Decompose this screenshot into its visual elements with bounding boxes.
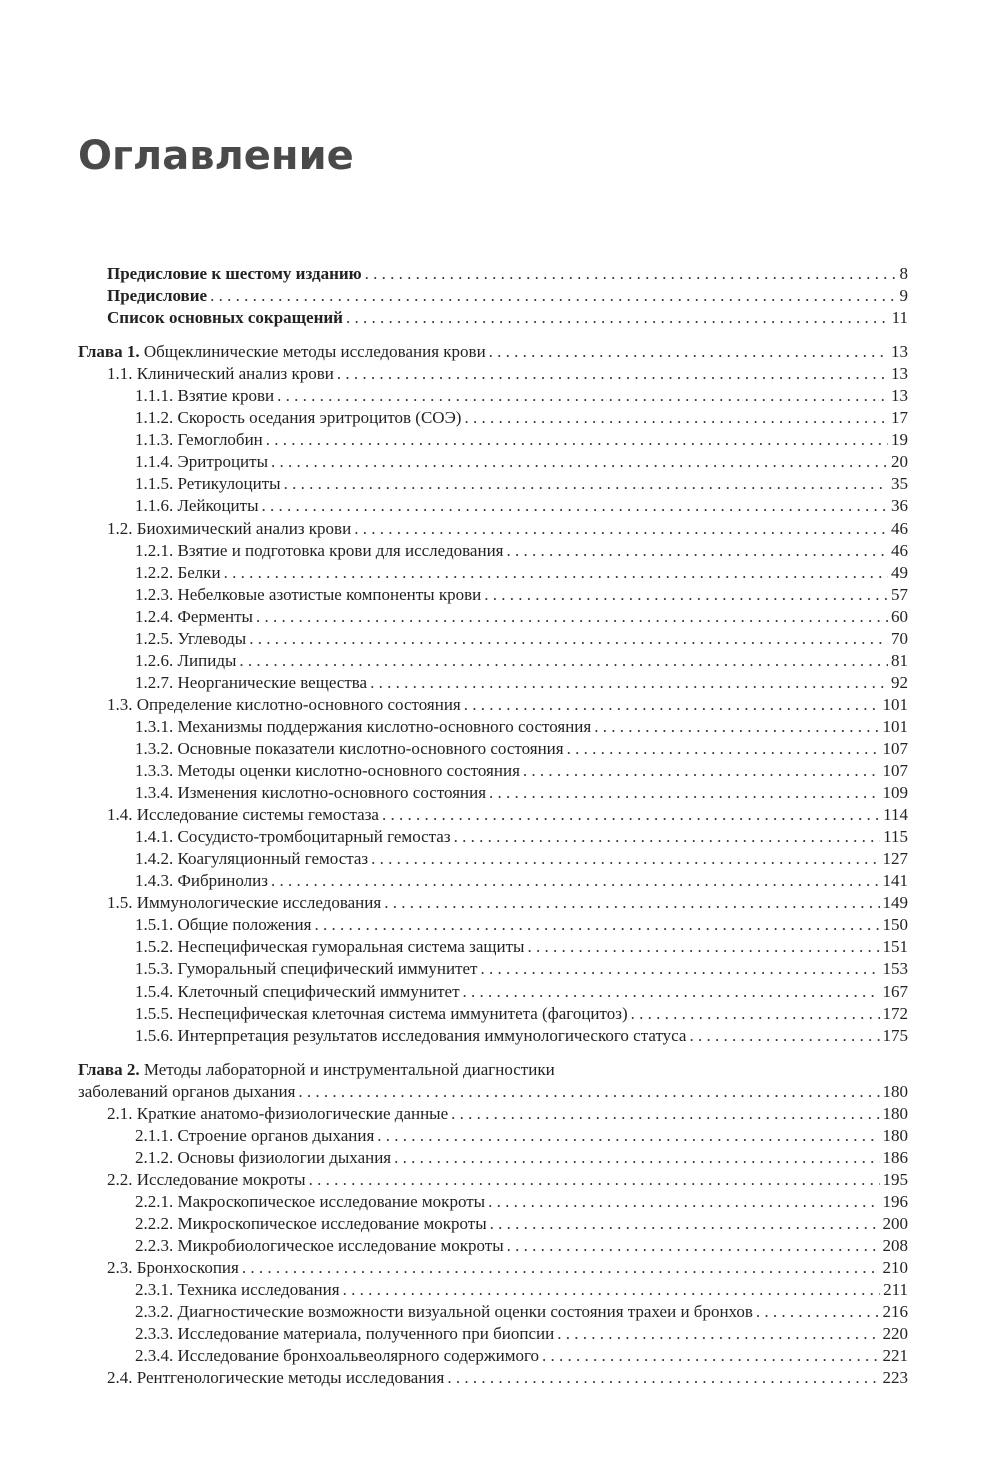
toc-page-number: 180 [882, 1125, 908, 1145]
toc-subsection-entry[interactable] [78, 650, 908, 672]
toc-entry-label: 1.5.5. Неспецифическая клеточная система иммунитета (фагоцитоз) [135, 1003, 628, 1023]
toc-entry-label: 1.2.1. Взятие и подготовка крови для исследования [135, 540, 504, 560]
toc-subsection-entry[interactable] [78, 584, 908, 606]
dot-leader [371, 848, 879, 870]
toc-entry-label: Список основных сокращений [107, 308, 343, 328]
toc-page-number: 109 [882, 783, 908, 803]
dot-leader [490, 1213, 880, 1235]
toc-page-number: 127 [882, 849, 908, 869]
toc-subsection-entry[interactable] [78, 407, 908, 429]
dot-leader [542, 1345, 879, 1367]
toc-entry-label: 1.3.1. Механизмы поддержания кислотно-основного состояния [135, 716, 592, 736]
dot-leader [354, 518, 888, 540]
dot-leader [224, 562, 888, 584]
toc-subsection-entry[interactable] [78, 981, 908, 1003]
toc-subsection-entry[interactable] [78, 1345, 908, 1367]
dot-leader [242, 1257, 880, 1279]
toc-page-number: 114 [883, 805, 908, 825]
toc-page-number: 200 [882, 1213, 908, 1233]
toc-entry-label: 1.5.3. Гуморальный специфический иммунитет [135, 959, 478, 979]
toc-page-number: 216 [882, 1302, 908, 1322]
page-title: Оглавление [78, 133, 354, 179]
toc-preface-entry[interactable] [78, 285, 908, 307]
toc-page-number: 17 [891, 408, 908, 428]
toc-entry-label: 2.1.1. Строение органов дыхания [135, 1125, 375, 1145]
toc-subsection-entry[interactable] [78, 628, 908, 650]
dot-leader [464, 407, 888, 429]
toc-subsection-entry[interactable] [78, 1147, 908, 1169]
toc-entry-label: 2.1. Краткие анатомо-физиологические данные [107, 1103, 449, 1123]
toc-page-number: 35 [891, 474, 908, 494]
toc-subsection-entry[interactable] [78, 848, 908, 870]
toc-entry-label: 1.1.4. Эритроциты [135, 452, 269, 472]
toc-entry-label: 1.2.7. Неорганические вещества [135, 672, 368, 692]
toc-entry-label: Предисловие к шестому изданию [107, 264, 362, 283]
toc-entry-label: 1.2.2. Белки [135, 562, 221, 582]
dot-leader [337, 363, 888, 385]
toc-page-number: 208 [882, 1236, 908, 1256]
dot-leader [451, 1103, 879, 1125]
dot-leader [346, 307, 889, 329]
dot-leader [464, 694, 880, 716]
toc-chapter-entry[interactable] [78, 1081, 908, 1103]
toc-page-number: 180 [882, 1103, 908, 1123]
toc-entry-label: 2.4. Рентгенологические методы исследования [107, 1368, 445, 1388]
toc-page-number: 196 [882, 1191, 908, 1211]
toc-page-number: 220 [882, 1324, 908, 1344]
toc-entry-label: 1.5.1. Общие положения [135, 915, 312, 935]
toc-section-entry[interactable] [78, 892, 908, 914]
toc-entry-label: 1.1.5. Ретикулоциты [135, 474, 281, 494]
toc-subsection-entry[interactable] [78, 716, 908, 738]
dot-leader [365, 263, 897, 285]
toc-entry-label: 1.5.6. Интерпретация результатов исследования иммунологического статуса [135, 1025, 687, 1045]
toc-page-number: 8 [899, 264, 908, 283]
dot-leader [689, 1025, 879, 1047]
dot-leader [377, 1125, 879, 1147]
toc-preface-entry[interactable] [78, 307, 908, 329]
toc-section-entry[interactable] [78, 1257, 908, 1279]
dot-leader [271, 451, 888, 473]
dot-leader [489, 782, 879, 804]
toc-subsection-entry[interactable] [78, 870, 908, 892]
dot-leader [507, 1235, 880, 1257]
toc-page-number: 223 [882, 1368, 908, 1388]
spacer [78, 1047, 908, 1059]
toc-entry-label: 1.5.2. Неспецифическая гуморальная система защиты [135, 937, 525, 957]
dot-leader [309, 1169, 880, 1191]
dot-leader [239, 650, 888, 672]
spacer [78, 329, 908, 341]
dot-leader [481, 958, 880, 980]
toc-subsection-entry[interactable] [78, 1323, 908, 1345]
dot-leader [266, 429, 888, 451]
toc-entry-label: 2.3.1. Техника исследования [135, 1280, 340, 1300]
toc-subsection-entry[interactable] [78, 540, 908, 562]
toc-entry-label: 1.4.1. Сосудисто-тромбоцитарный гемостаз [135, 827, 451, 847]
toc-preface-entry[interactable] [78, 263, 908, 285]
toc-entry-label: 1.3.2. Основные показатели кислотно-основного состояния [135, 738, 564, 758]
toc-page-number: 9 [899, 286, 908, 306]
toc-page-number: 46 [891, 540, 908, 560]
toc-subsection-entry[interactable] [78, 451, 908, 473]
dot-leader [298, 1081, 879, 1103]
dot-leader [262, 495, 889, 517]
toc-page-number: 195 [882, 1169, 908, 1189]
toc-subsection-entry[interactable] [78, 936, 908, 958]
toc-section-entry[interactable] [78, 1367, 908, 1389]
toc-page-number: 101 [882, 716, 908, 736]
toc-section-entry[interactable] [78, 1103, 908, 1125]
toc-entry-label: 1.4.3. Фибринолиз [135, 871, 268, 891]
toc-page-number: 150 [882, 915, 908, 935]
dot-leader [277, 385, 888, 407]
toc-subsection-entry[interactable] [78, 1003, 908, 1025]
dot-leader [382, 804, 880, 826]
toc-page-number: 101 [882, 694, 908, 714]
toc-page-number: 13 [891, 386, 908, 406]
dot-leader [256, 606, 888, 628]
toc-entry-label: 1.2.3. Небелковые азотистые компоненты крови [135, 584, 482, 604]
toc-page-number: 115 [883, 827, 908, 847]
dot-leader [557, 1323, 879, 1345]
toc-entry-label: 1.3.3. Методы оценки кислотно-основного состояния [135, 761, 520, 781]
toc-subsection-entry[interactable] [78, 1191, 908, 1213]
dot-leader [527, 936, 879, 958]
toc-entry-label: 1.1. Клинический анализ крови [107, 364, 334, 384]
toc-entry-label: 1.1.3. Гемоглобин [135, 430, 263, 450]
toc-subsection-entry[interactable] [78, 473, 908, 495]
toc-page-number: 46 [891, 518, 908, 538]
toc-entry-label: 1.4.2. Коагуляционный гемостаз [135, 849, 369, 869]
toc-page-number: 20 [891, 452, 908, 472]
toc-page-number: 11 [891, 308, 908, 328]
toc-entry-label: 1.2.5. Углеводы [135, 628, 247, 648]
toc-page-number: 36 [891, 496, 908, 516]
toc-page-number: 149 [882, 893, 908, 913]
toc-subsection-entry[interactable] [78, 672, 908, 694]
toc-page-number: 153 [882, 959, 908, 979]
dot-leader [507, 540, 889, 562]
toc-section-entry[interactable] [78, 363, 908, 385]
toc-page-number: 211 [883, 1280, 908, 1300]
table-of-contents [78, 263, 908, 1389]
toc-page-number: 172 [882, 1003, 908, 1023]
toc-entry-label: 1.2.6. Липиды [135, 650, 237, 670]
toc-subsection-entry[interactable] [78, 1025, 908, 1047]
toc-page-number: 180 [882, 1081, 908, 1101]
dot-leader [489, 341, 888, 363]
toc-subsection-entry[interactable] [78, 738, 908, 760]
toc-entry-label: 2.3.4. Исследование бронхоальвеолярного содержимого [135, 1346, 540, 1366]
toc-page-number: 70 [891, 628, 908, 648]
toc-subsection-entry[interactable] [78, 1279, 908, 1301]
dot-leader [567, 738, 880, 760]
dot-leader [756, 1301, 880, 1323]
dot-leader [249, 628, 888, 650]
toc-page-number: 107 [882, 738, 908, 758]
toc-page-number: 167 [882, 981, 908, 1001]
dot-leader [447, 1367, 879, 1389]
toc-subsection-entry[interactable] [78, 958, 908, 980]
dot-leader [454, 826, 881, 848]
dot-leader [284, 473, 888, 495]
toc-section-entry[interactable] [78, 694, 908, 716]
toc-entry-label: 2.2.1. Макроскопическое исследование мокроты [135, 1191, 486, 1211]
toc-entry-label: 1.2.4. Ферменты [135, 606, 253, 626]
toc-subsection-entry[interactable] [78, 782, 908, 804]
toc-entry-label: 2.3. Бронхоскопия [107, 1258, 239, 1278]
dot-leader [631, 1003, 880, 1025]
toc-entry-label: 1.4. Исследование системы гемостаза [107, 805, 379, 825]
dot-leader [343, 1279, 881, 1301]
toc-page-number: 49 [891, 562, 908, 582]
toc-subsection-entry[interactable] [78, 1301, 908, 1323]
dot-leader [594, 716, 879, 738]
toc-entry-label: 2.2.2. Микроскопическое исследование мокроты [135, 1213, 487, 1233]
toc-page-number: 210 [882, 1258, 908, 1278]
toc-page-number: 13 [891, 364, 908, 384]
dot-leader [463, 981, 880, 1003]
dot-leader [488, 1191, 879, 1213]
toc-section-entry[interactable] [78, 1169, 908, 1191]
toc-subsection-entry[interactable] [78, 1125, 908, 1147]
toc-page-number: 81 [891, 650, 908, 670]
toc-entry-label: 1.1.1. Взятие крови [135, 386, 275, 406]
toc-entry-label: 1.1.6. Лейкоциты [135, 496, 259, 516]
toc-subsection-entry[interactable] [78, 606, 908, 628]
dot-leader [394, 1147, 879, 1169]
toc-page-number: 60 [891, 606, 908, 626]
toc-entry-label: заболеваний органов дыхания [78, 1081, 296, 1101]
toc-section-entry[interactable] [78, 518, 908, 540]
toc-page-number: 141 [882, 871, 908, 891]
toc-entry-label: 1.2. Биохимический анализ крови [107, 518, 352, 538]
dot-leader [210, 285, 896, 307]
toc-entry-label: Предисловие [107, 286, 208, 306]
toc-subsection-entry[interactable] [78, 1213, 908, 1235]
dot-leader [384, 892, 879, 914]
toc-entry-label: 2.3.2. Диагностические возможности визуальной оценки состояния трахеи и бронхов [135, 1302, 753, 1322]
toc-subsection-entry[interactable] [78, 1235, 908, 1257]
toc-subsection-entry[interactable] [78, 495, 908, 517]
toc-entry-label: 2.2. Исследование мокроты [107, 1169, 306, 1189]
toc-subsection-entry[interactable] [78, 760, 908, 782]
toc-subsection-entry[interactable] [78, 826, 908, 848]
toc-entry-label: 1.5.4. Клеточный специфический иммунитет [135, 981, 460, 1001]
toc-entry-label: Глава 1. Общеклинические методы исследования крови [78, 342, 486, 362]
toc-entry-label: 2.1.2. Основы физиологии дыхания [135, 1147, 392, 1167]
toc-chapter-entry[interactable] [78, 341, 908, 363]
toc-subsection-entry[interactable] [78, 385, 908, 407]
toc-subsection-entry[interactable] [78, 914, 908, 936]
dot-leader [314, 914, 879, 936]
dot-leader [271, 870, 880, 892]
toc-entry-label: 1.3.4. Изменения кислотно-основного состояния [135, 783, 487, 803]
dot-leader [484, 584, 888, 606]
toc-page-number: 107 [882, 761, 908, 781]
toc-page-number: 19 [891, 430, 908, 450]
toc-entry-label: 2.2.3. Микробиологическое исследование мокроты [135, 1236, 504, 1256]
toc-page-number: 13 [891, 342, 908, 362]
toc-subsection-entry[interactable] [78, 562, 908, 584]
toc-page-number: 221 [882, 1346, 908, 1366]
toc-entry-label: 1.1.2. Скорость оседания эритроцитов (СОЭ) [135, 408, 462, 428]
toc-page-number: 175 [882, 1025, 908, 1045]
toc-chapter-title-line[interactable]: Глава 2. Методы лабораторной и инструментальной диагностики [78, 1059, 555, 1079]
toc-subsection-entry[interactable] [78, 429, 908, 451]
toc-entry-label: 1.3. Определение кислотно-основного состояния [107, 694, 461, 714]
toc-page-number: 92 [891, 672, 908, 692]
toc-section-entry[interactable] [78, 804, 908, 826]
toc-entry-label: 1.5. Иммунологические исследования [107, 893, 382, 913]
dot-leader [523, 760, 880, 782]
toc-page-number: 57 [891, 584, 908, 604]
toc-page-number: 186 [882, 1147, 908, 1167]
toc-entry-label: 2.3.3. Исследование материала, полученного при биопсии [135, 1324, 555, 1344]
dot-leader [370, 672, 888, 694]
toc-page-number: 151 [882, 937, 908, 957]
